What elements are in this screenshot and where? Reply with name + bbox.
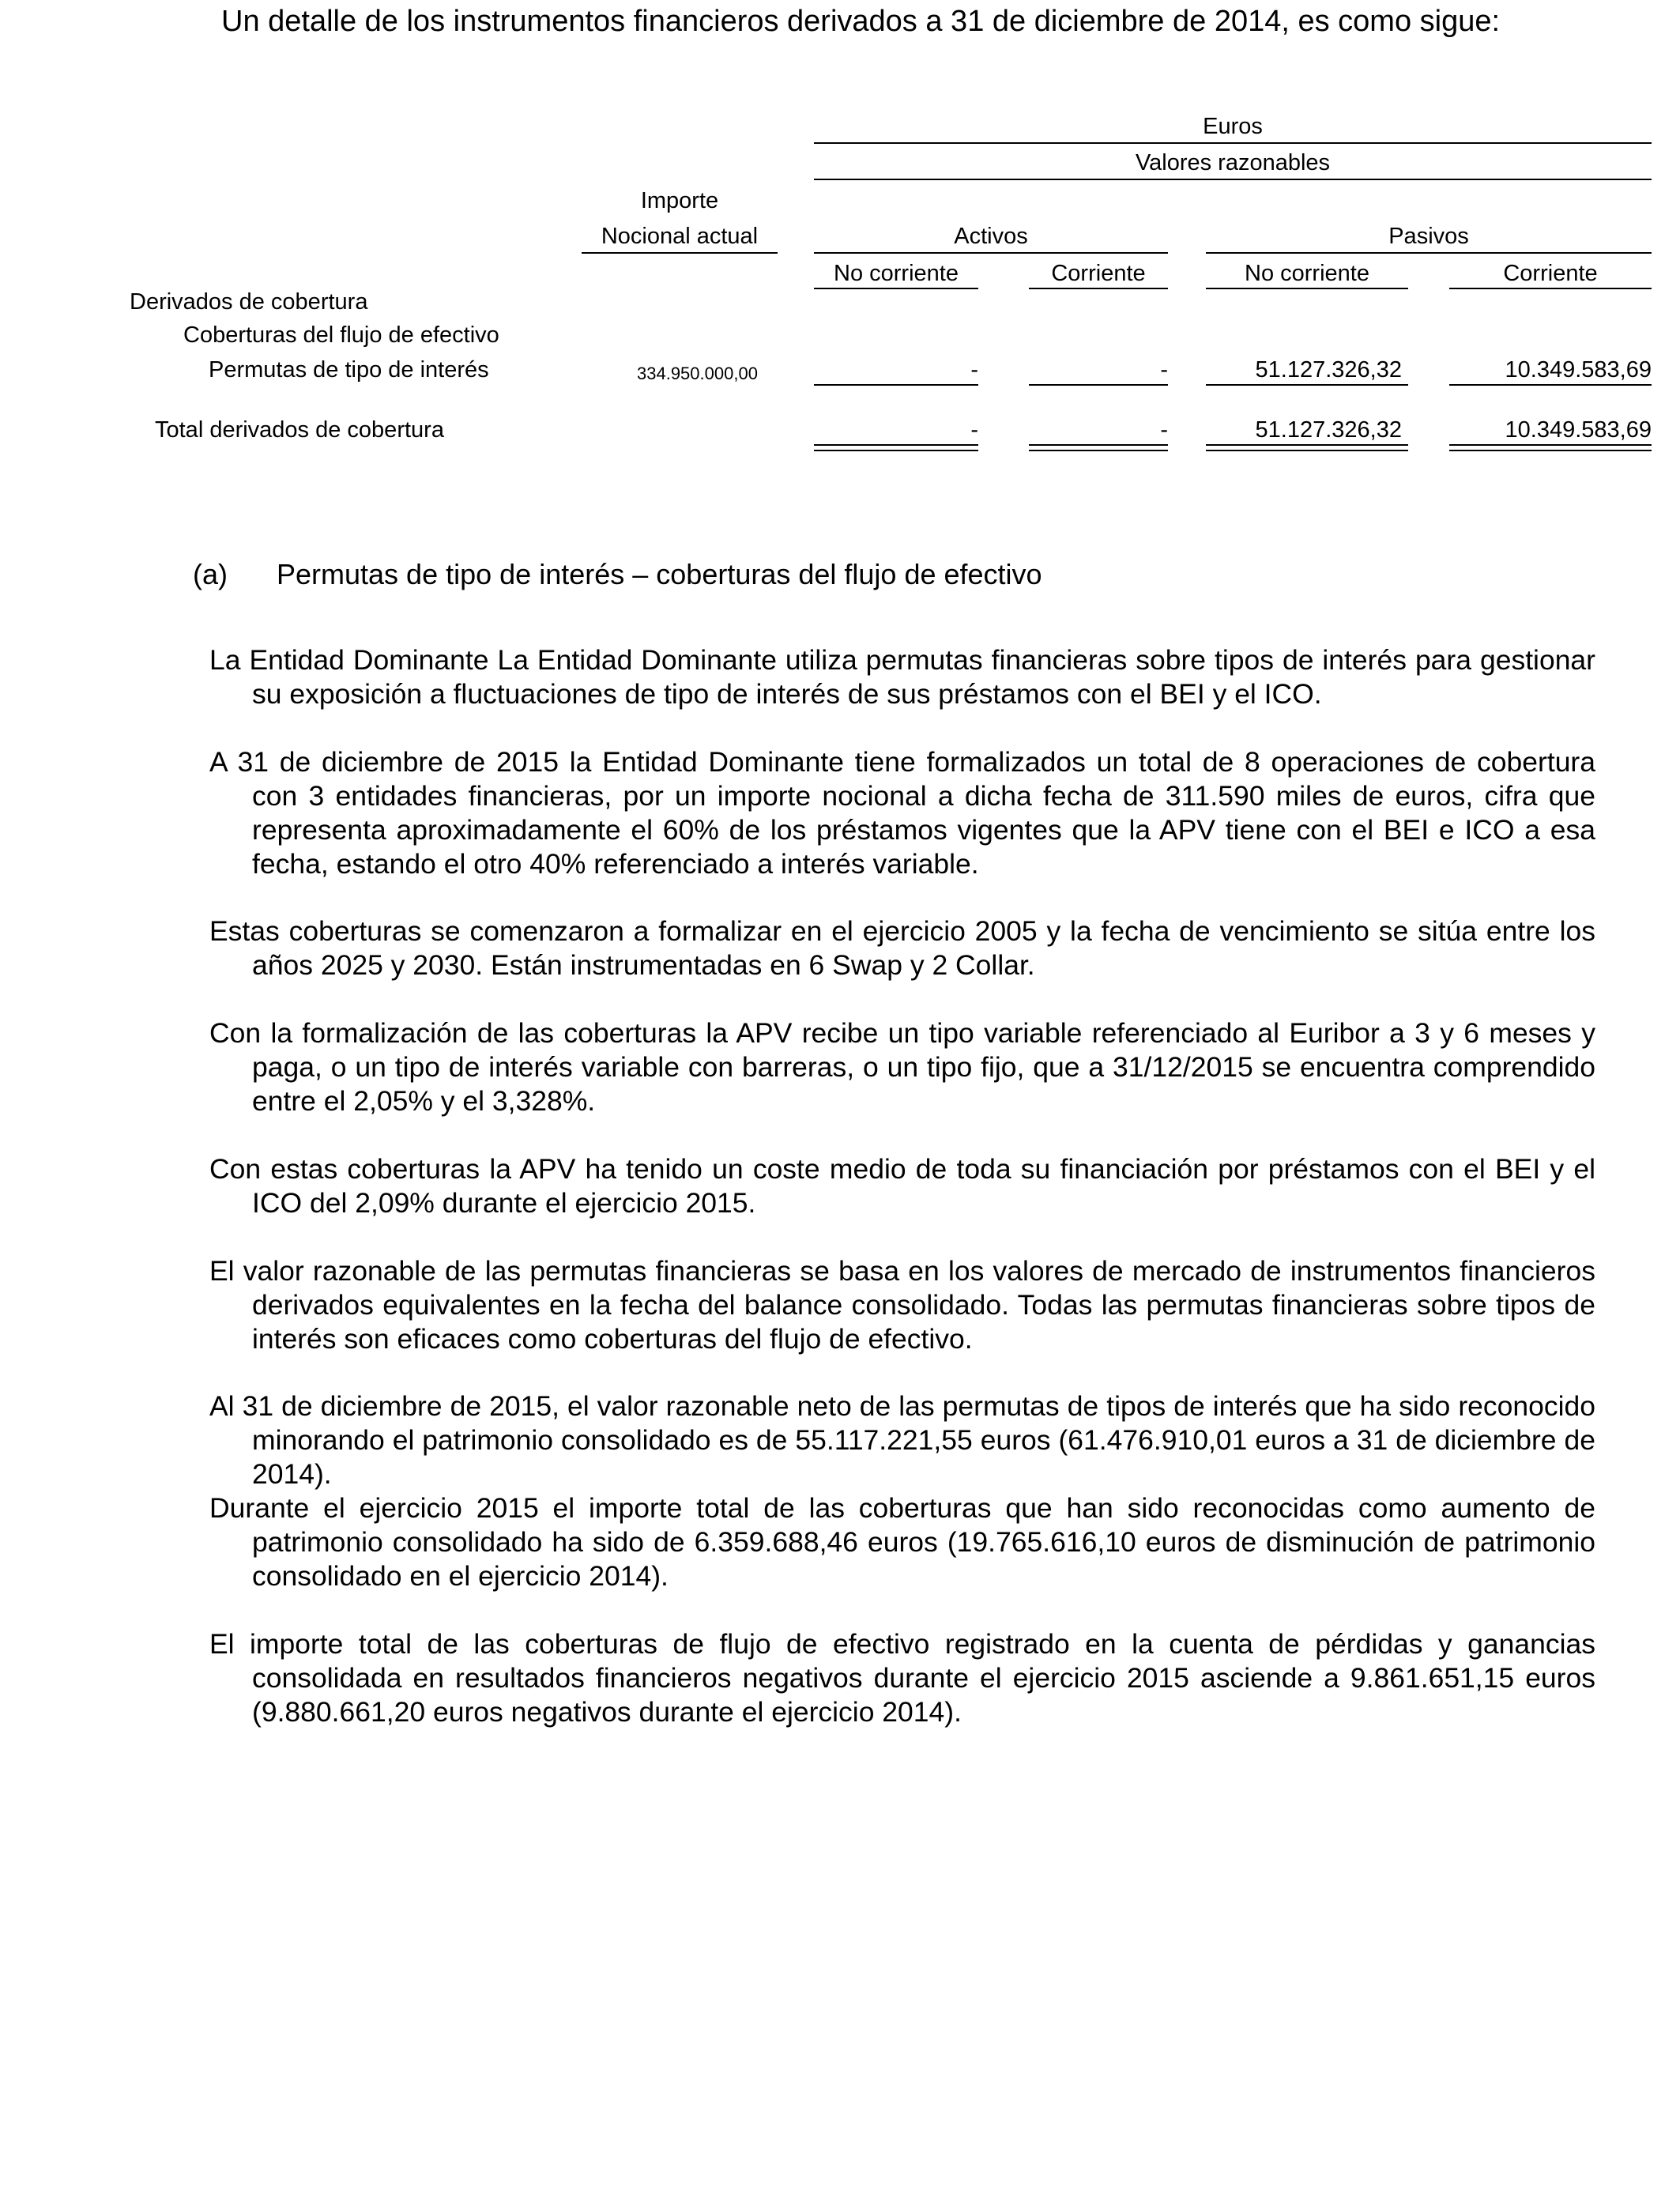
header-activo-corriente: Corriente (1051, 261, 1146, 286)
col4-rule (1449, 288, 1652, 289)
header-pasivos-rule (1206, 252, 1652, 254)
subsection-label: Coberturas del flujo de efectivo (183, 322, 499, 348)
section-label: Derivados de cobertura (130, 289, 368, 315)
header-nocional-actual: Nocional actual (601, 224, 759, 249)
total-col3-double-rule (1206, 444, 1408, 451)
header-nocional-rule (582, 252, 778, 254)
header-activos: Activos (954, 224, 1028, 249)
total-pasivo-no-corriente: 51.127.326,32 (1255, 417, 1402, 443)
paragraph-2: A 31 de diciembre de 2015 la Entidad Dominante tiene formalizados un total de 8 operaciones de cobertura con 3 entidades financieras, por un importe nocional a dicha fecha de 311.590 miles de euros, cifra que representa aproximadamente el 60% de los préstamos vigentes que la APV tiene con el BEI e ICO a esa fecha, estando el otro 40% referenciado a interés variable. (209, 746, 1595, 880)
col3-rule (1206, 288, 1408, 289)
header-pasivos: Pasivos (1388, 224, 1469, 249)
total-col4-double-rule (1449, 444, 1652, 451)
paragraph-8: Durante el ejercicio 2015 el importe total de las coberturas que han sido reconocidas como aumento de patrimonio consolidado ha sido de 6.359.688,46 euros (19.765.616,10 euros de disminución de patrimonio consolidado en el ejercicio 2014). (209, 1492, 1595, 1592)
header-activo-no-corriente: No corriente (834, 261, 959, 286)
header-pasivo-corriente: Corriente (1503, 261, 1598, 286)
col2-rule (1029, 288, 1168, 289)
row-label: Permutas de tipo de interés (209, 357, 489, 383)
total-activo-corriente: - (1160, 417, 1168, 443)
header-euros: Euros (1203, 114, 1263, 139)
row-col3-rule (1206, 384, 1408, 386)
header-pasivo-no-corriente: No corriente (1245, 261, 1369, 286)
row-activo-no-corriente: - (970, 357, 978, 383)
header-valores-rule (814, 179, 1652, 180)
header-importe: Importe (640, 188, 719, 213)
row-col4-rule (1449, 384, 1652, 386)
row-pasivo-no-corriente: 51.127.326,32 (1255, 357, 1402, 383)
col1-rule (814, 288, 978, 289)
header-activos-rule (814, 252, 1168, 254)
paragraph-9: El importe total de las coberturas de flujo de efectivo registrado en la cuenta de pérdidas y ganancias consolidada en resultados financieros negativos durante el ejercicio 2015 asciende a 9.861.651,15 euros (9.880.661,20 euros negativos durante el ejercicio 2014). (209, 1628, 1595, 1728)
total-pasivo-corriente: 10.349.583,69 (1505, 417, 1652, 443)
row-col2-rule (1029, 384, 1168, 386)
section-a-marker: (a) (193, 558, 228, 590)
total-activo-no-corriente: - (970, 417, 978, 443)
paragraph-1: La Entidad Dominante La Entidad Dominante utiliza permutas financieras sobre tipos de interés para gestionar su exposición a fluctuaciones de tipo de interés de sus préstamos con el BEI y el ICO. (209, 644, 1595, 710)
paragraph-4: Con la formalización de las coberturas la APV recibe un tipo variable referenciado al Euribor a 3 y 6 meses y paga, o un tipo de interés variable con barreras, o un tipo fijo, que a 31/12/2015 se encuentra comprendido entre el 2,05% y el 3,328%. (209, 1017, 1595, 1117)
row-pasivo-corriente: 10.349.583,69 (1505, 357, 1652, 383)
row-nocional: 334.950.000,00 (637, 364, 758, 383)
row-activo-corriente: - (1160, 357, 1168, 383)
header-valores-razonables: Valores razonables (1135, 150, 1331, 175)
paragraph-5: Con estas coberturas la APV ha tenido un coste medio de toda su financiación por préstamos con el BEI y el ICO del 2,09% durante el ejercicio 2015. (209, 1153, 1595, 1219)
intro-text: Un detalle de los instrumentos financieros derivados a 31 de diciembre de 2014, es como sigue: (221, 5, 1501, 38)
header-euros-rule (814, 142, 1652, 144)
paragraph-3: Estas coberturas se comenzaron a formalizar en el ejercicio 2005 y la fecha de vencimiento se sitúa entre los años 2025 y 2030. Están instrumentadas en 6 Swap y 2 Collar. (209, 915, 1595, 981)
paragraph-7: Al 31 de diciembre de 2015, el valor razonable neto de las permutas de tipos de interés que ha sido reconocido minorando el patrimonio consolidado es de 55.117.221,55 euros (61.476.910,01 euros a 31 de diciembre de 2014). (209, 1390, 1595, 1490)
row-col1-rule (814, 384, 978, 386)
section-a-title: Permutas de tipo de interés – coberturas del flujo de efectivo (277, 558, 1042, 590)
total-label: Total derivados de cobertura (155, 417, 444, 443)
total-col1-double-rule (814, 444, 978, 451)
paragraph-6: El valor razonable de las permutas financieras se basa en los valores de mercado de instrumentos financieros derivados equivalentes en la fecha del balance consolidado. Todas las permutas financieras sobre tipos de interés son eficaces como coberturas del flujo de efectivo. (209, 1255, 1595, 1355)
total-col2-double-rule (1029, 444, 1168, 451)
